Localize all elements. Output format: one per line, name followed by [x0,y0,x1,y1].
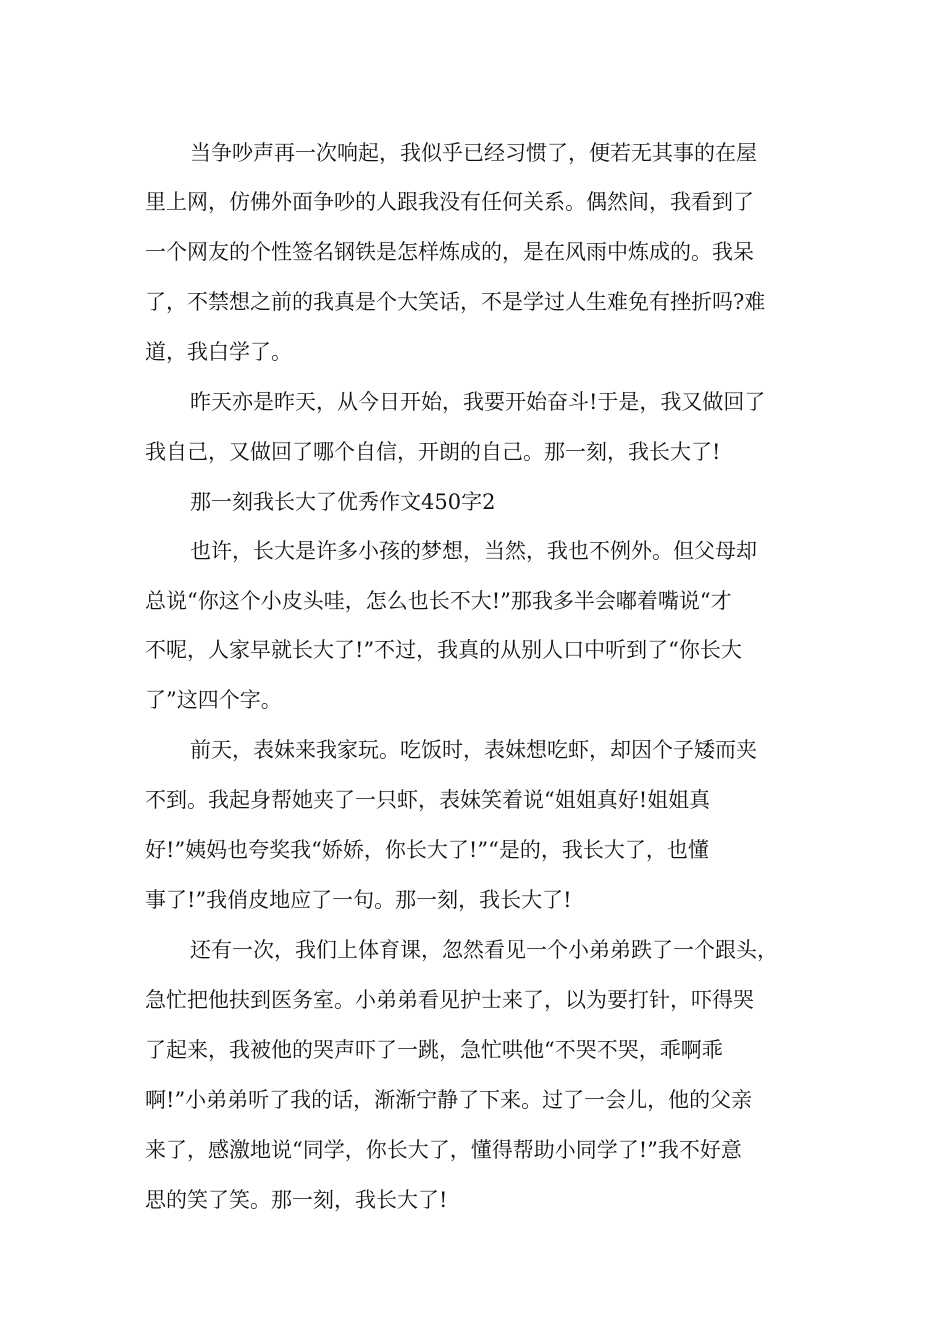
paragraph-3-line-2: 总说“你这个小皮头哇，怎么也长不大!”那我多半会嘟着嘴说“才 [145,589,732,613]
paragraph-4-line-3: 好!”姨妈也夸奖我“娇娇，你长大了!”“是的，我长大了，也懂 [145,838,709,862]
paragraph-2-line-2: 我自己，又做回了哪个自信，开朗的自己。那一刻，我长大了! [145,440,721,464]
paragraph-5-line-1: 还有一次，我们上体育课，忽然看见一个小弟弟跌了一个跟头， [190,938,778,962]
paragraph-4-line-1: 前天，表妹来我家玩。吃饭时，表妹想吃虾，却因个子矮而夹 [190,738,757,762]
paragraph-1-line-3: 一个网友的个性签名钢铁是怎样炼成的，是在风雨中炼成的。我呆 [145,240,754,264]
paragraph-3-line-1: 也许，长大是许多小孩的梦想，当然，我也不例外。但父母却 [190,539,757,563]
paragraph-1-line-2: 里上网，仿佛外面争吵的人跟我没有任何关系。偶然间，我看到了 [145,190,754,214]
paragraph-1-line-1: 当争吵声再一次响起，我似乎已经习惯了，便若无其事的在屋 [190,141,757,165]
paragraph-3-line-4: 了”这四个字。 [145,688,282,712]
paragraph-4-line-2: 不到。我起身帮她夹了一只虾，表妹笑着说“姐姐真好!姐姐真 [145,788,711,812]
paragraph-4-line-4: 事了!”我俏皮地应了一句。那一刻，我长大了! [145,888,572,912]
section-heading: 那一刻我长大了优秀作文450字2 [190,490,496,514]
paragraph-5-line-3: 了起来，我被他的哭声吓了一跳，急忙哄他“不哭不哭，乖啊乖 [145,1038,723,1062]
paragraph-5-line-5: 来了，感激地说“同学，你长大了，懂得帮助小同学了!”我不好意 [145,1138,742,1162]
paragraph-2-line-1: 昨天亦是昨天，从今日开始，我要开始奋斗!于是，我又做回了 [190,390,766,414]
paragraph-5-line-4: 啊!”小弟弟听了我的话，渐渐宁静了下来。过了一会儿，他的父亲 [145,1088,753,1112]
paragraph-5-line-6: 思的笑了笑。那一刻，我长大了! [145,1188,448,1212]
paragraph-5-line-2: 急忙把他扶到医务室。小弟弟看见护士来了，以为要打针，吓得哭 [145,988,754,1012]
paragraph-1-line-4: 了，不禁想之前的我真是个大笑话，不是学过人生难免有挫折吗?难 [145,290,766,314]
paragraph-1-line-5: 道，我白学了。 [145,340,292,364]
paragraph-3-line-3: 不呢，人家早就长大了!”不过，我真的从别人口中听到了“你长大 [145,638,742,662]
